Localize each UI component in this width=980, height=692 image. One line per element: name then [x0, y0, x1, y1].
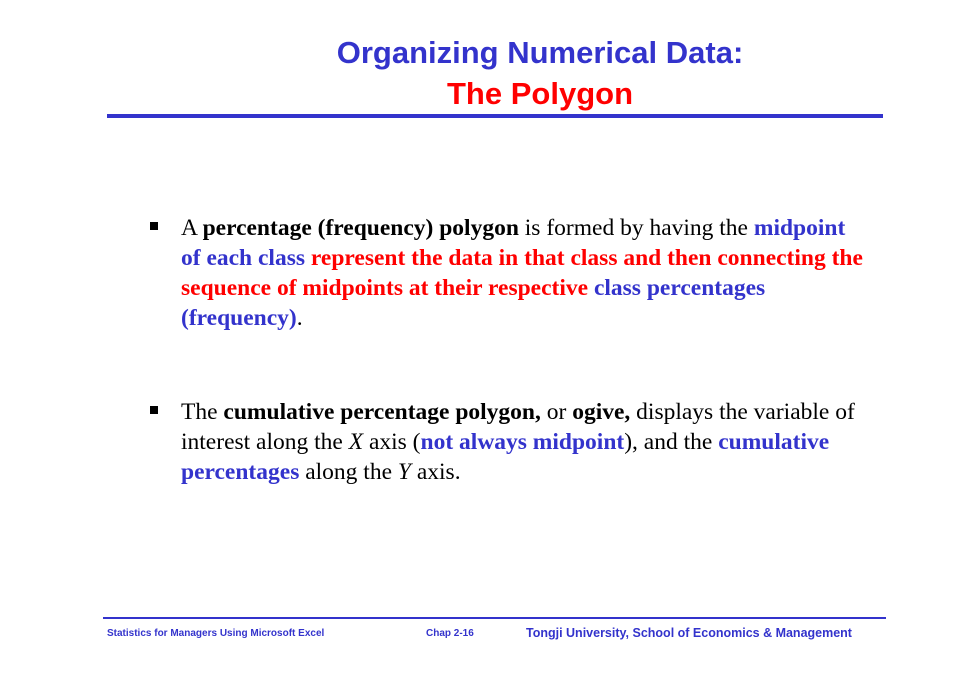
text-run: A [181, 215, 203, 241]
bullet-item-polygon [150, 213, 870, 333]
x-axis-symbol: X [348, 429, 364, 455]
title-divider [107, 114, 883, 118]
text-run: displays the variable of interest along the [181, 399, 855, 455]
text-run: axis. [410, 459, 461, 485]
text-run: or [540, 399, 573, 425]
text-run: . [296, 305, 303, 331]
text-run: along the [299, 459, 398, 485]
bullet-paragraph [181, 397, 870, 487]
term-class-percentages: class percentages (frequency) [181, 275, 766, 331]
footer-chapter: Chap 2-16 [426, 628, 474, 639]
highlight-represent: represent the data in that class and then connecting the sequence of midpoints at their respective [181, 245, 863, 301]
footer-book-title: Statistics for Managers Using Microsoft Excel [107, 628, 325, 639]
bullet-paragraph [181, 213, 870, 333]
text-run: ), and the [624, 429, 719, 455]
bullet-item-ogive [150, 397, 870, 487]
term-midpoint: midpoint of each class [181, 215, 846, 271]
term-cumulative-polygon: cumulative percentage polygon, [223, 399, 541, 425]
term-percentage-polygon: percentage (frequency) polygon [202, 215, 519, 241]
square-bullet-icon [150, 222, 158, 230]
term-cumulative-percentages: cumulative percentages [181, 429, 830, 485]
term-ogive: ogive, [572, 399, 631, 425]
slide-title-line2: The Polygon [447, 76, 633, 111]
slide-title-line1: Organizing Numerical Data: [336, 35, 744, 70]
footer-institution: Tongji University, School of Economics & Management [526, 626, 852, 640]
y-axis-symbol: Y [397, 459, 411, 485]
footer-divider [103, 617, 886, 619]
highlight-not-midpoint: not always midpoint [420, 429, 625, 455]
square-bullet-icon [150, 406, 158, 414]
text-run: axis ( [363, 429, 421, 455]
text-run: The [181, 399, 224, 425]
text-run: is formed by having the [518, 215, 754, 241]
